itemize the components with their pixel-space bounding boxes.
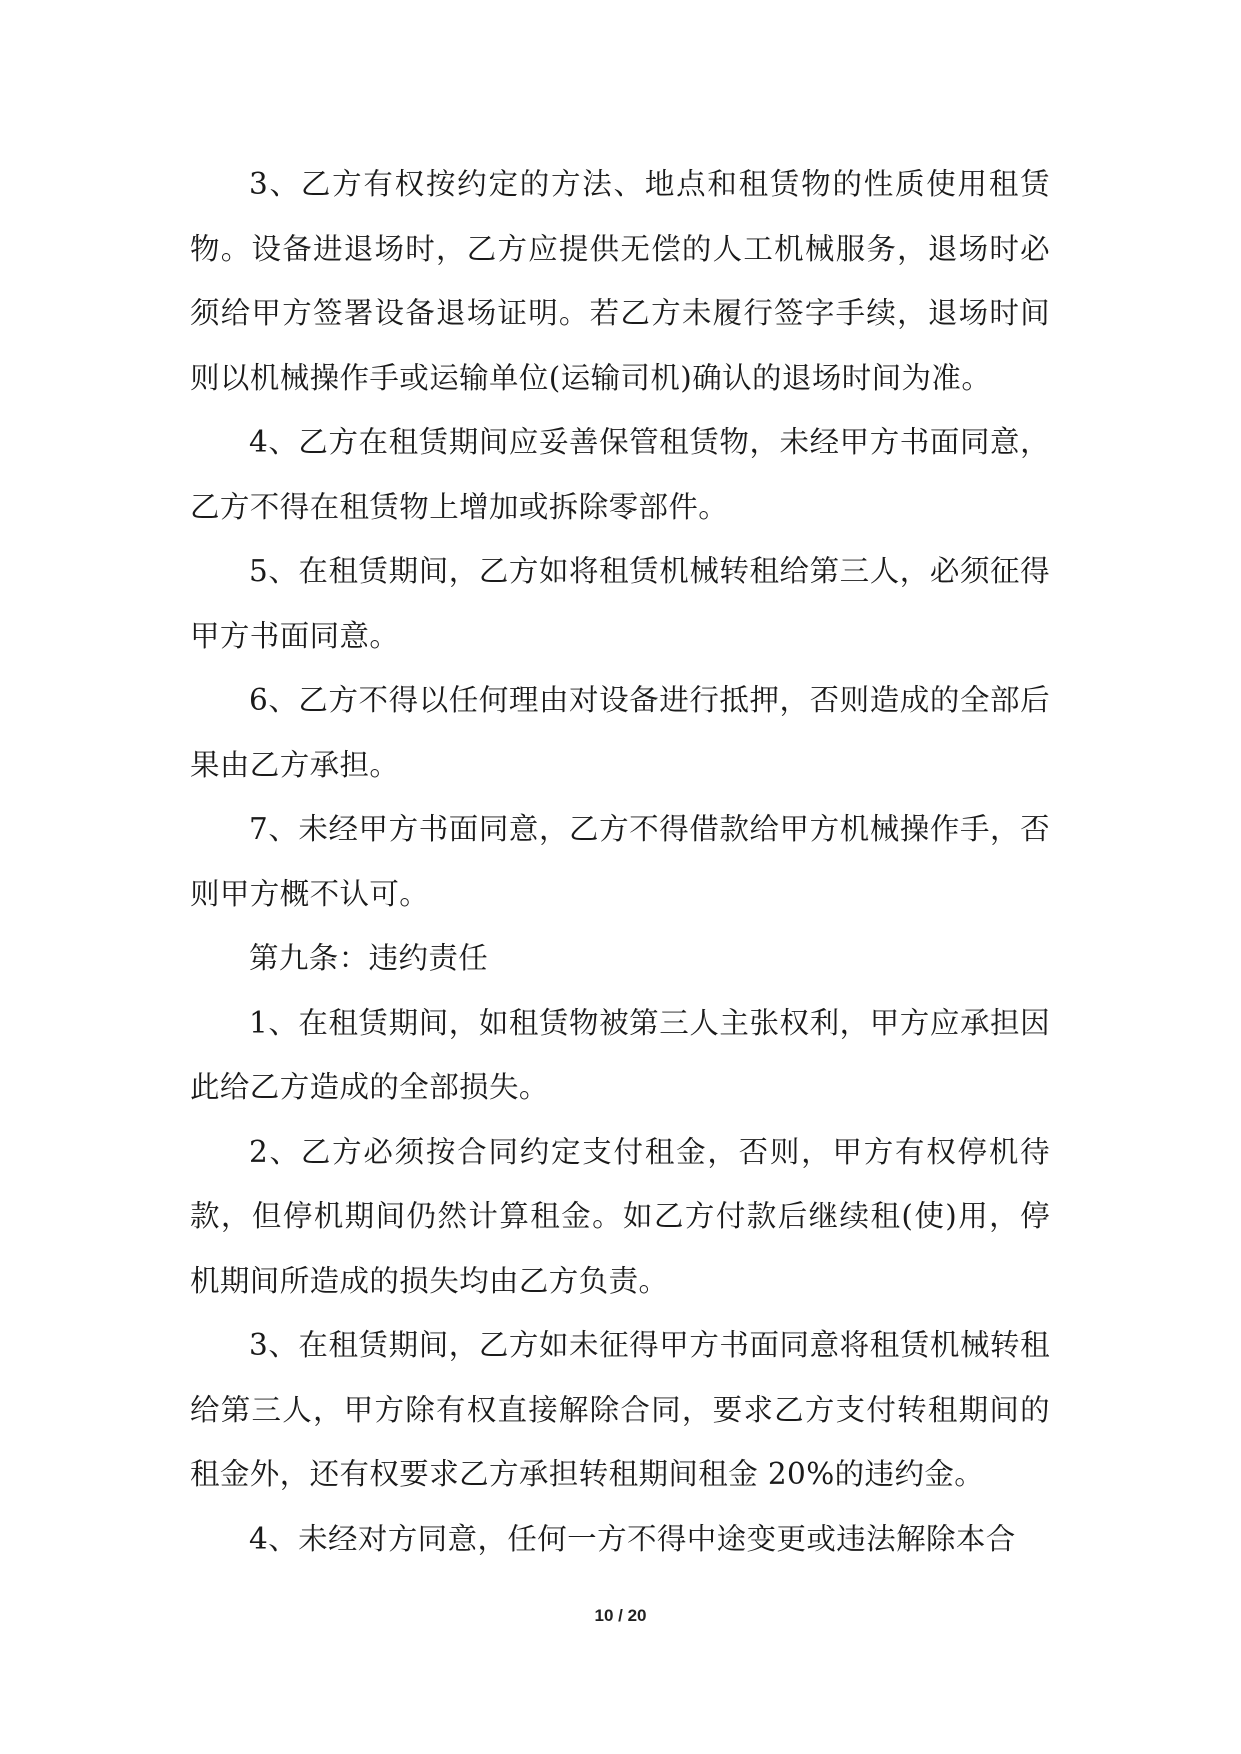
paragraph-clause-9-4: 4、未经对方同意，任何一方不得中途变更或违法解除本合 [249,1521,1016,1556]
document-body [190,152,1050,1571]
paragraph-clause-8-4: 4、乙方在租赁期间应妥善保管租赁物，未经甲方书面同意，乙方不得在租赁物上增加或拆除零部件。 [190,425,1050,524]
page-number: 10 / 20 [594,1606,647,1625]
paragraph-clause-8-3: 3、乙方有权按约定的方法、地点和租赁物的性质使用租赁物。设备进退场时，乙方应提供无偿的人工机械服务，退场时必须给甲方签署设备退场证明。若乙方未履行签字手续，退场时间则以机械操作手或运输单位(运输司机)确认的退场时间为准。 [190,167,1050,395]
section-heading-article-9: 第九条：违约责任 [249,941,489,975]
paragraph-clause-9-1: 1、在租赁期间，如租赁物被第三人主张权利，甲方应承担因此给乙方造成的全部损失。 [190,1005,1050,1104]
paragraph-clause-8-6: 6、乙方不得以任何理由对设备进行抵押，否则造成的全部后果由乙方承担。 [190,683,1050,782]
paragraph-clause-9-2: 2、乙方必须按合同约定支付租金，否则，甲方有权停机待款，但停机期间仍然计算租金。如乙方付款后继续租(使)用，停机期间所造成的损失均由乙方负责。 [190,1134,1050,1298]
paragraph-clause-9-3: 3、在租赁期间，乙方如未征得甲方书面同意将租赁机械转租给第三人，甲方除有权直接解除合同，要求乙方支付转租期间的租金外，还有权要求乙方承担转租期间租金 20%的违约金。 [190,1328,1050,1491]
paragraph-clause-8-7: 7、未经甲方书面同意，乙方不得借款给甲方机械操作手，否则甲方概不认可。 [190,812,1050,911]
paragraph-clause-8-5: 5、在租赁期间，乙方如将租赁机械转租给第三人，必须征得甲方书面同意。 [190,554,1050,653]
